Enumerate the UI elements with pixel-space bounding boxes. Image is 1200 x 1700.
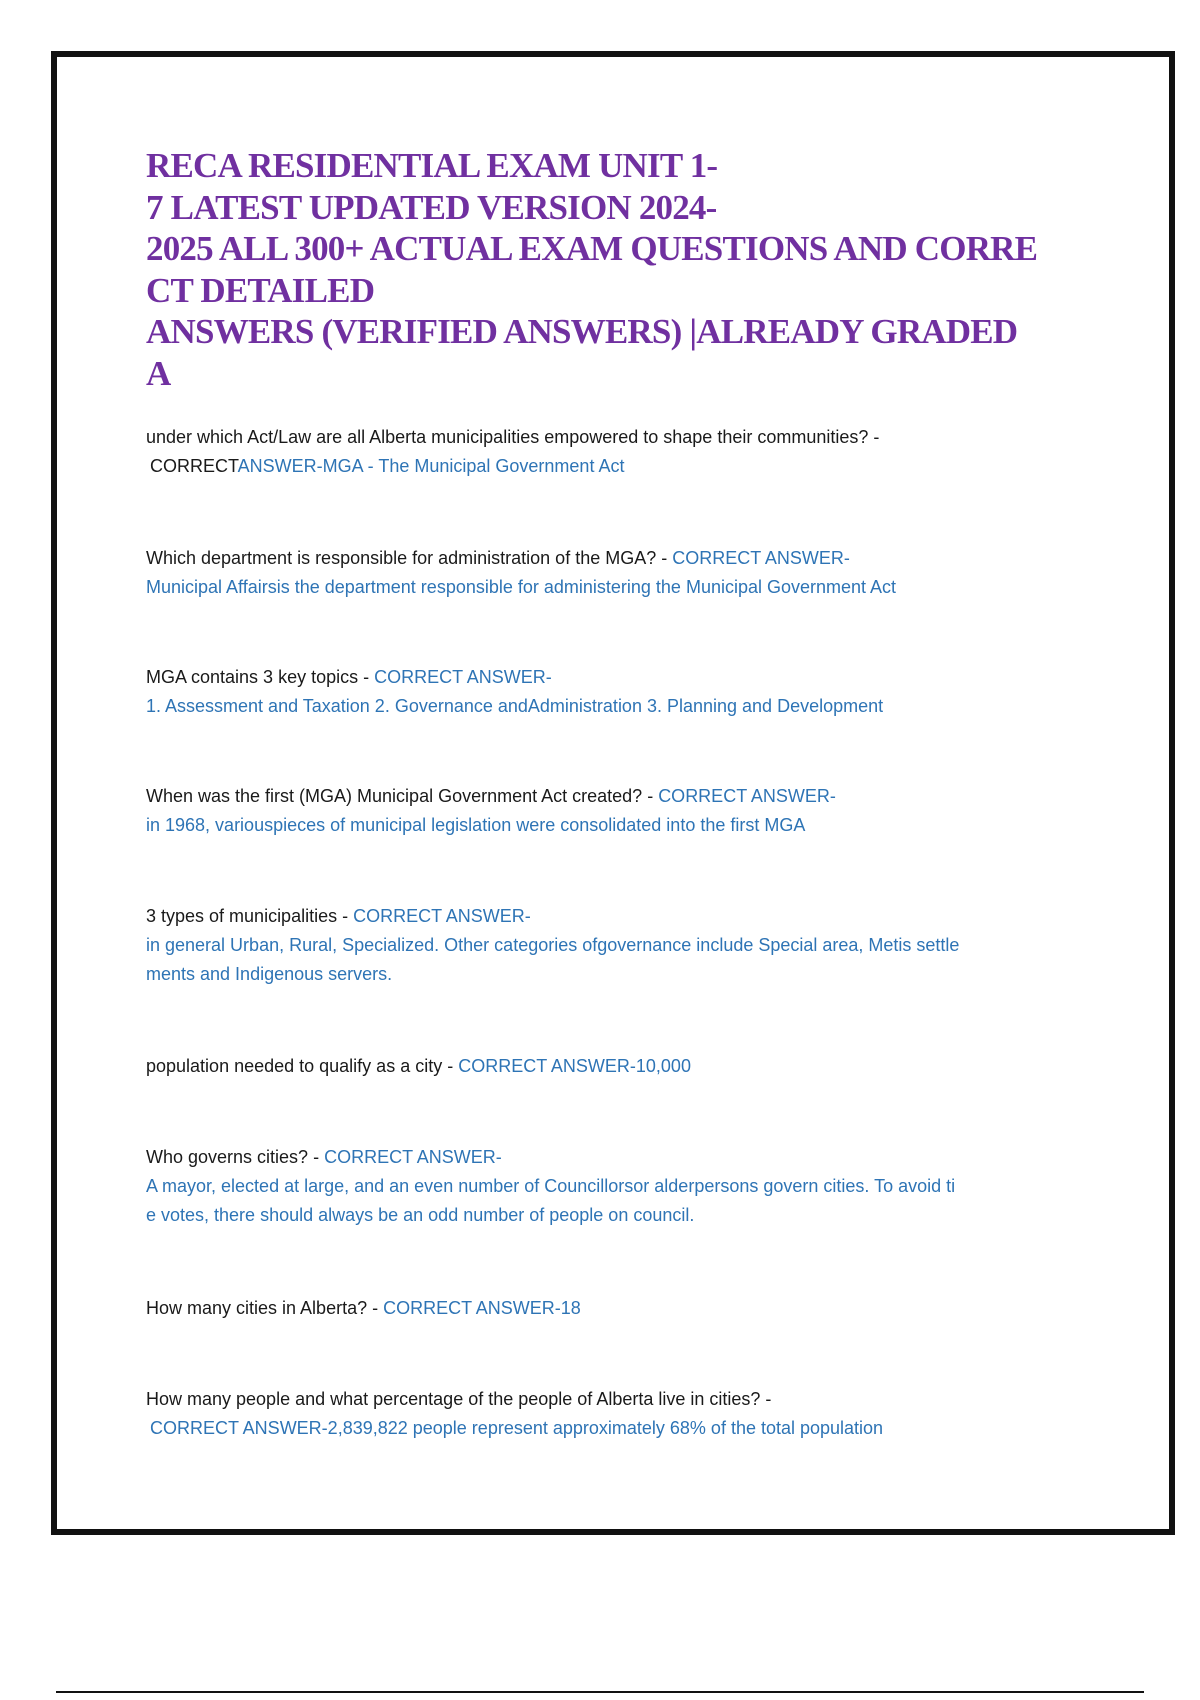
- question-text: MGA contains 3 key topics -: [146, 667, 375, 687]
- qa-item: [146, 902, 1086, 989]
- answer-text: ments and Indigenous servers.: [146, 964, 393, 984]
- title-line: RECA RESIDENTIAL EXAM UNIT 1-: [146, 146, 718, 185]
- question-line: [146, 902, 1086, 931]
- answer-text: in general Urban, Rural, Specialized. Other categories ofgovernance include Special area, Metis settle: [146, 935, 960, 955]
- answer-text: A mayor, elected at large, and an even number of Councillorsor alderpersons govern cities. To avoid ti: [146, 1176, 956, 1196]
- title-line: ANSWERS (VERIFIED ANSWERS) |ALREADY GRADED: [146, 312, 1018, 351]
- question-text: CORRECT: [150, 456, 238, 476]
- qa-item: [146, 423, 1086, 481]
- title-line: 7 LATEST UPDATED VERSION 2024-: [146, 187, 717, 227]
- answer-text: CORRECT ANSWER-2,839,822 people represent approximately 68% of the total population: [150, 1418, 884, 1438]
- qa-item: [146, 1385, 1086, 1443]
- question-line: [146, 782, 1086, 811]
- question-line: [146, 1294, 1086, 1323]
- qa-item: [146, 1143, 1086, 1230]
- question-text: Which department is responsible for administration of the MGA? -: [146, 548, 673, 568]
- answer-text: ANSWER-MGA - The Municipal Government Act: [237, 456, 625, 476]
- answer-text: 1. Assessment and Taxation 2. Governance andAdministration 3. Planning and Development: [146, 696, 884, 716]
- answer-text: in 1968, variouspieces of municipal legislation were consolidated into the first MGA: [146, 815, 806, 835]
- question-line: [146, 1052, 1086, 1081]
- question-text: When was the first (MGA) Municipal Government Act created? -: [146, 786, 659, 806]
- title-line: 2025 ALL 300+ ACTUAL EXAM QUESTIONS AND CORRE: [146, 229, 1038, 268]
- qa-item: [146, 1294, 1086, 1323]
- answer-label: CORRECT ANSWER-: [353, 906, 531, 926]
- question-text: How many people and what percentage of the people of Alberta live in cities? -: [146, 1389, 772, 1409]
- question-line: [146, 1143, 1086, 1172]
- answer-label: CORRECT ANSWER-: [672, 548, 850, 568]
- question-text: population needed to qualify as a city -: [146, 1056, 459, 1076]
- answer-line: [146, 452, 1086, 481]
- question-text: under which Act/Law are all Alberta municipalities empowered to shape their communities? -: [146, 427, 880, 447]
- question-text: How many cities in Alberta? -: [146, 1298, 384, 1318]
- question-line: [146, 544, 1086, 573]
- qa-item: [146, 663, 1086, 721]
- answer-text: CORRECT ANSWER-10,000: [458, 1056, 691, 1076]
- qa-item: [146, 544, 1086, 602]
- qa-item: [146, 782, 1086, 840]
- document-title: [146, 145, 1086, 394]
- answer-text: CORRECT ANSWER-18: [383, 1298, 581, 1318]
- answer-label: CORRECT ANSWER-: [374, 667, 552, 687]
- title-line: A: [146, 353, 171, 393]
- answer-text: e votes, there should always be an odd number of people on council.: [146, 1205, 695, 1225]
- question-text: 3 types of municipalities -: [146, 906, 354, 926]
- answer-label: CORRECT ANSWER-: [324, 1147, 502, 1167]
- answer-label: CORRECT ANSWER-: [658, 786, 836, 806]
- bottom-rule: [56, 1691, 1144, 1693]
- title-line: CT DETAILED: [146, 270, 375, 310]
- answer-text: Municipal Affairsis the department responsible for administering the Municipal Government Act: [146, 577, 897, 597]
- question-text: Who governs cities? -: [146, 1147, 325, 1167]
- question-line: [146, 663, 1086, 692]
- qa-item: [146, 1052, 1086, 1081]
